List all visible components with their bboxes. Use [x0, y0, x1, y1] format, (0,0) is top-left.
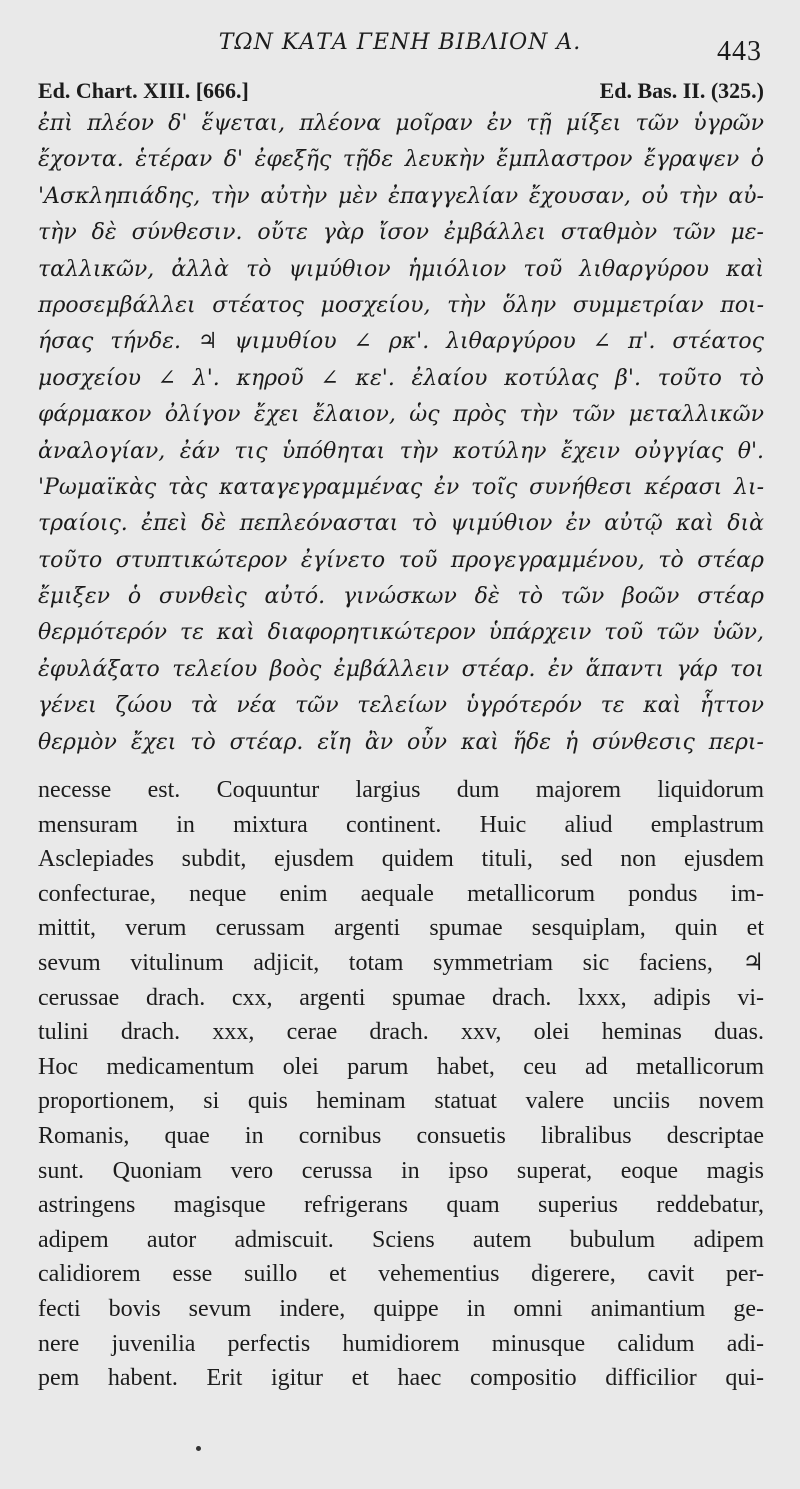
- greek-text-line: ἔχοντα. ἑτέραν δ' ἐφεξῆς τῇδε λευκὴν ἔμπλαστρον ἔγραψεν ὁ: [38, 147, 764, 173]
- greek-text-line: ήσας τήνδε. ♃ ψιμυθίου ∠ ρκ'. λιθαργύρου ∠ π'. στέατος: [38, 329, 764, 355]
- latin-text-line: astringens magisque refrigerans quam superius reddebatur,: [38, 1192, 764, 1219]
- latin-text-block: [38, 773, 764, 1396]
- latin-text-line: adipem autor admiscuit. Sciens autem bubulum adipem: [38, 1226, 764, 1253]
- latin-text-line: fecti bovis sevum indere, quippe in omni animantium ge-: [38, 1295, 764, 1322]
- latin-text-line: mittit, verum cerussam argenti spumae sesquiplam, quin et: [38, 915, 764, 942]
- greek-text-line: φάρμακον ὀλίγον ἔχει ἔλαιον, ὡς πρὸς τὴν τῶν μεταλλικῶν: [38, 402, 764, 428]
- edition-reference-chartier: Ed. Chart. XIII. [666.]: [38, 78, 249, 103]
- latin-text-line: tulini drach. xxx, cerae drach. xxv, olei heminas duas.: [38, 1019, 764, 1046]
- latin-text-line: cerussae drach. cxx, argenti spumae drach. lxxx, adipis vi-: [38, 984, 764, 1011]
- latin-text-line: mensuram in mixtura continent. Huic aliud emplastrum: [38, 811, 764, 838]
- latin-text-line: Romanis, quae in cornibus consuetis libralibus descriptae: [38, 1122, 764, 1149]
- latin-text-line: Asclepiades subdit, ejusdem quidem tituli, sed non ejusdem: [38, 846, 764, 873]
- greek-text-line: τραίοις. ἐπεὶ δὲ πεπλεόνασται τὸ ψιμύθιον ἐν αὐτῷ καὶ διὰ: [38, 511, 764, 537]
- greek-text-line: θερμότερόν τε καὶ διαφορητικώτερον ὑπάρχειν τοῦ τῶν ὑῶν,: [38, 620, 764, 646]
- greek-text-line: ἀναλογίαν, ἐάν τις ὑπόθηται τὴν κοτύλην ἔχειν οὐγγίας θ'.: [38, 438, 764, 464]
- greek-text-line: ἐφυλάξατο τελείου βοὸς ἐμβάλλειν στέαρ. ἐν ἅπαντι γάρ τοι: [38, 656, 764, 682]
- greek-text-line: 'Ασκληπιάδης, τὴν αὐτὴν μὲν ἐπαγγελίαν ἔχουσαν, οὐ τὴν αὐ-: [38, 183, 764, 209]
- greek-text-line: μοσχείου ∠ λ'. κηροῦ ∠ κε'. ἐλαίου κοτύλας β'. τοῦτο τὸ: [38, 365, 764, 391]
- latin-text-line: pem habent. Erit igitur et haec compositio difficilior qui-: [38, 1365, 764, 1392]
- latin-text-line: Hoc medicamentum olei parum habet, ceu ad metallicorum: [38, 1053, 764, 1080]
- greek-text-line: ἔμιξεν ὁ συνθεὶς αὐτό. γινώσκων δὲ τὸ τῶν βοῶν στέαρ: [38, 584, 764, 610]
- greek-text-line: γένει ζώου τὰ νέα τῶν τελείων ὑγρότερόν τε καὶ ἧττον: [38, 693, 764, 719]
- latin-text-line: nere juvenilia perfectis humidiorem minusque calidum adi-: [38, 1330, 764, 1357]
- latin-text-line: calidiorem esse suillo et vehementius digerere, cavit per-: [38, 1261, 764, 1288]
- latin-text-line: necesse est. Coquuntur largius dum majorem liquidorum: [38, 777, 764, 803]
- greek-text-line: 'Ρωμαϊκὰς τὰς καταγεγραμμένας ἐν τοῖς συνήθεσι κέρασι λι-: [38, 474, 764, 500]
- greek-text-block: [38, 106, 764, 761]
- greek-text-line: τὴν δὲ σύνθεσιν. οὔτε γὰρ ἴσον ἐμβάλλει σταθμὸν τῶν με-: [38, 220, 764, 246]
- latin-text-line: sunt. Quoniam vero cerussa in ipso superat, eoque magis: [38, 1157, 764, 1184]
- greek-text-line: προσεμβάλλει στέατος μοσχείου, τὴν ὅλην συμμετρίαν ποι-: [38, 292, 764, 318]
- running-title: ΤΩΝ ΚΑΤΑ ΓΕΝΗ ΒΙΒΛΙΟΝ Α.: [218, 30, 582, 55]
- greek-text-line: τοῦτο στυπτικώτερον ἐγίνετο τοῦ προγεγραμμένου, τὸ στέαρ: [38, 547, 764, 573]
- latin-text-line: confecturae, neque enim aequale metallicorum pondus im-: [38, 880, 764, 907]
- latin-text-line: proportionem, si quis heminam statuat valere unciis novem: [38, 1088, 764, 1115]
- print-speck: [196, 1446, 201, 1451]
- greek-text-line: ἐπὶ πλέον δ' ἕψεται, πλέονα μοῖραν ἐν τῇ μίξει τῶν ὑγρῶν: [38, 111, 764, 136]
- greek-text-line: ταλλικῶν, ἀλλὰ τὸ ψιμύθιον ἡμιόλιον τοῦ λιθαργύρου καὶ: [38, 256, 764, 282]
- edition-reference-basel: Ed. Bas. II. (325.): [599, 78, 764, 103]
- page-number: 443: [717, 36, 762, 67]
- greek-text-line: θερμὸν ἔχει τὸ στέαρ. εἴη ἂν οὖν καὶ ἥδε ἡ σύνθεσις περι-: [38, 729, 764, 755]
- latin-text-line: sevum vitulinum adjicit, totam symmetriam sic faciens, ♃: [38, 949, 764, 976]
